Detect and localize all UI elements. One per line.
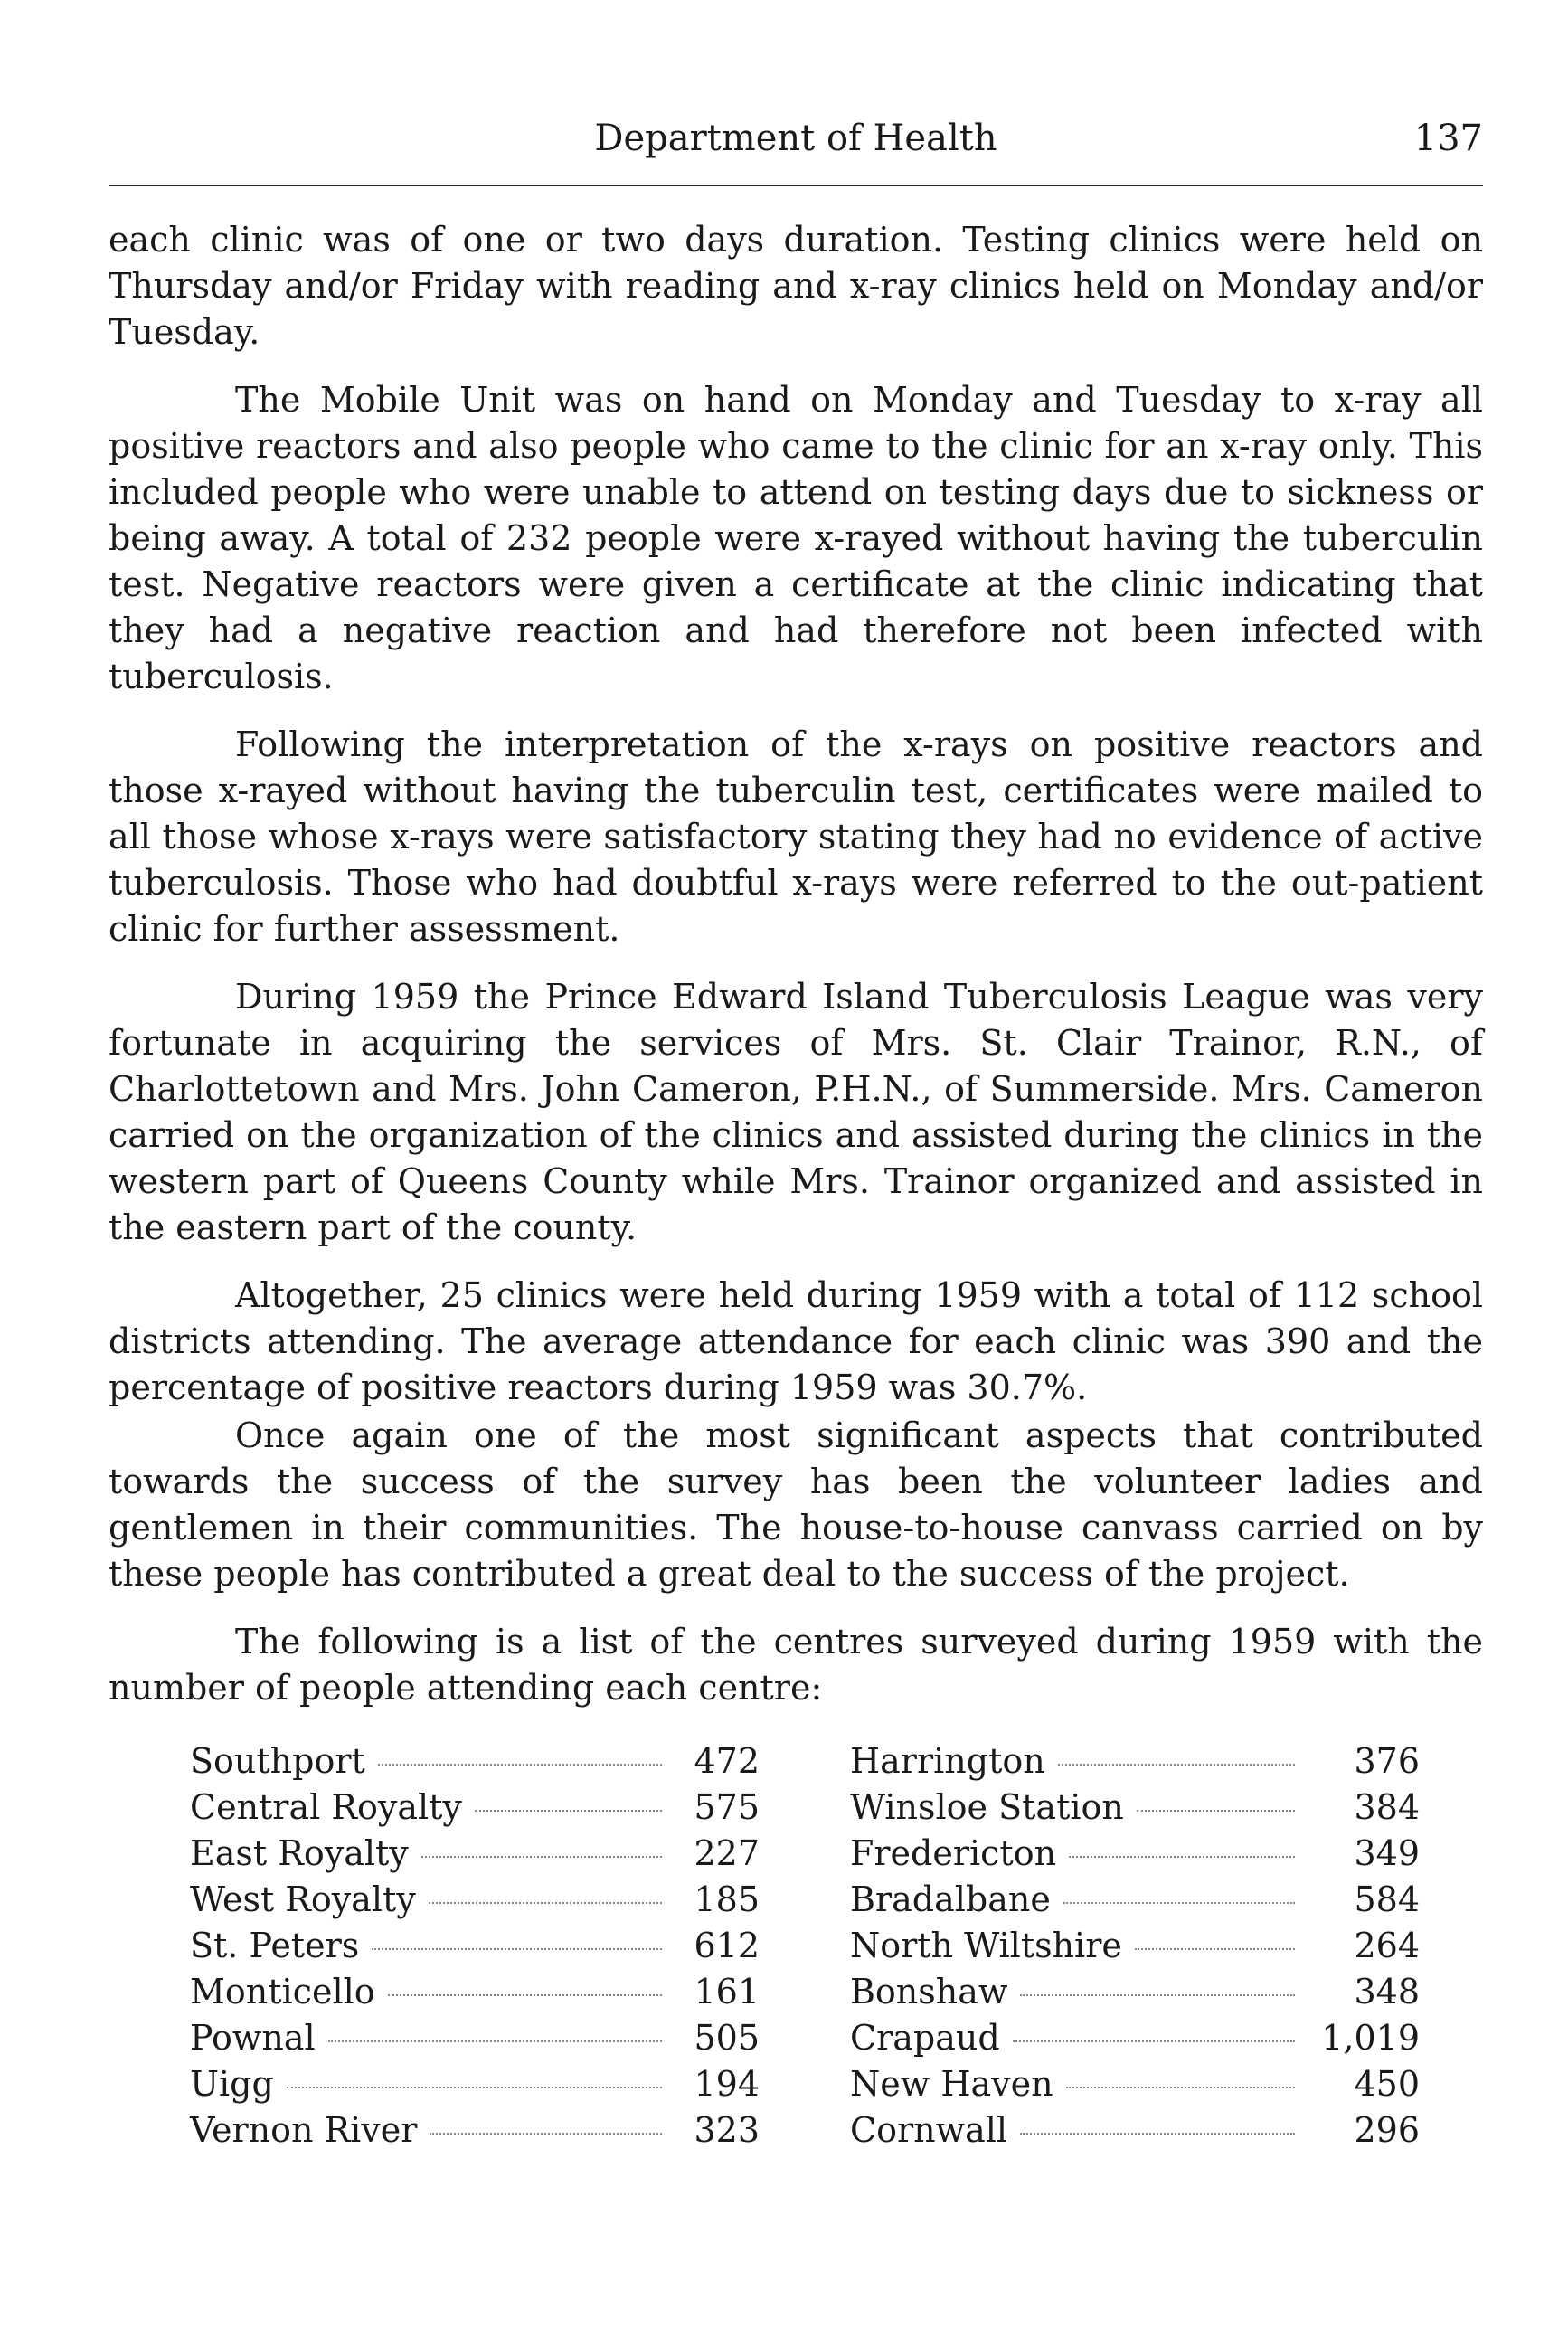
dot-leader — [388, 1994, 662, 1996]
centre-count: 323 — [694, 2110, 760, 2150]
centre-row — [850, 1785, 1420, 1831]
centre-row — [190, 1738, 760, 1785]
centre-count: 376 — [1354, 1741, 1420, 1781]
centre-row — [850, 1831, 1420, 1877]
centre-row — [850, 2061, 1420, 2107]
centre-name: Bradalbane — [850, 1879, 1051, 1919]
centre-name: New Haven — [850, 2064, 1053, 2104]
centre-name: Harrington — [850, 1741, 1045, 1781]
paragraph: each clinic was of one or two days duration. Testing clinics were held on Thursday and/or Friday with reading and x-ray clinics held on Monday and/or Tuesday. — [109, 220, 1483, 352]
centre-count: 584 — [1354, 1879, 1420, 1919]
centre-row — [850, 2015, 1420, 2061]
centre-row — [850, 1738, 1420, 1785]
body-text — [109, 217, 1483, 1711]
dot-leader — [1058, 1764, 1295, 1766]
centre-count: 1,019 — [1321, 2018, 1420, 2058]
dot-leader — [1137, 1810, 1295, 1812]
dot-leader — [430, 2133, 662, 2135]
centre-count: 264 — [1354, 1926, 1420, 1965]
centre-row — [190, 2015, 760, 2061]
centre-count: 185 — [694, 1879, 760, 1919]
centre-row — [850, 1877, 1420, 1923]
paragraph: The Mobile Unit was on hand on Monday and Tuesday to x-ray all positive reactors and also people who came to the clinic for an x-ray only. This included people who were unable to attend on testing days due to sickness or being away. A total of 232 people were x-rayed without having the tuberculin test. Negative reactors were given a certificate at the clinic indicating that they had a negative reaction and had therefore not been infected with tuberculosis. — [109, 380, 1483, 696]
dot-leader — [378, 1764, 662, 1766]
centre-name: Vernon River — [190, 2110, 418, 2150]
centre-count: 296 — [1354, 2110, 1420, 2150]
centre-row — [190, 2061, 760, 2107]
centre-name: East Royalty — [190, 1833, 409, 1873]
running-header — [109, 109, 1483, 163]
dot-leader — [1020, 1994, 1295, 1996]
centres-column-right — [850, 1738, 1420, 2154]
centre-name: Crapaud — [850, 2018, 1000, 2058]
dot-leader — [372, 1948, 662, 1950]
document-page — [109, 109, 1483, 2154]
centre-name: Central Royalty — [190, 1787, 462, 1827]
dot-leader — [287, 2087, 662, 2088]
dot-leader — [421, 1856, 662, 1858]
centre-count: 227 — [694, 1833, 760, 1873]
centre-name: Cornwall — [850, 2110, 1008, 2150]
centre-name: Fredericton — [850, 1833, 1057, 1873]
paragraph: Altogether, 25 clinics were held during 1959 with a total of 112 school districts attending. The average attendance for each clinic was 390 and the percentage of positive reactors during 1959 was 30.7%. — [109, 1275, 1483, 1407]
centre-name: Winsloe Station — [850, 1787, 1124, 1827]
centre-name: Uigg — [190, 2064, 274, 2104]
centre-row — [190, 1785, 760, 1831]
paragraph: Once again one of the most significant aspects that contributed towards the success of the survey has been the volunteer ladies and gentlemen in their communities. The house-to-house canvass carried on by these people has contributed a great deal to the success of the project. — [109, 1415, 1483, 1594]
centre-count: 450 — [1354, 2064, 1420, 2104]
centre-row — [190, 2107, 760, 2154]
centre-row — [190, 1923, 760, 1969]
page-number: 137 — [1413, 118, 1483, 159]
centre-count: 349 — [1354, 1833, 1420, 1873]
centre-name: Bonshaw — [850, 1972, 1008, 2012]
dot-leader — [1020, 2133, 1295, 2135]
dot-leader — [1066, 2087, 1295, 2088]
centre-count: 348 — [1354, 1972, 1420, 2012]
paragraph: During 1959 the Prince Edward Island Tuberculosis League was very fortunate in acquiring the services of Mrs. St. Clair Trainor, R.N., of Charlottetown and Mrs. John Cameron, P.H.N., of Summerside. Mrs. Cameron carried on the organization of the clinics and assisted during the clinics in the western part of Queens County while Mrs. Trainor organized and assisted in the eastern part of the county. — [109, 977, 1483, 1247]
centre-count: 161 — [694, 1972, 760, 2012]
dot-leader — [1135, 1948, 1295, 1950]
centre-count: 575 — [694, 1787, 760, 1827]
dot-leader — [1063, 1902, 1295, 1904]
centre-name: Monticello — [190, 1972, 375, 2012]
centre-name: Southport — [190, 1741, 365, 1781]
centres-column-left — [190, 1738, 760, 2154]
centre-name: West Royalty — [190, 1879, 416, 1919]
centre-row — [190, 1831, 760, 1877]
dot-leader — [1013, 2040, 1295, 2042]
paragraph: Following the interpretation of the x-rays on positive reactors and those x-rayed without having the tuberculin test, certificates were mailed to all those whose x-rays were satisfactory stating they had no evidence of active tuberculosis. Those who had doubtful x-rays were referred to the out-patient clinic for further assessment. — [109, 724, 1483, 949]
centre-count: 505 — [694, 2018, 760, 2058]
dot-leader — [429, 1902, 662, 1904]
centre-row — [850, 2107, 1420, 2154]
header-rule — [109, 185, 1483, 186]
centre-count: 472 — [694, 1741, 760, 1781]
centre-count: 612 — [694, 1926, 760, 1965]
running-title: Department of Health — [594, 118, 997, 159]
centre-row — [190, 1877, 760, 1923]
dot-leader — [475, 1810, 662, 1812]
dot-leader — [328, 2040, 662, 2042]
centre-name: St. Peters — [190, 1926, 360, 1965]
paragraph: The following is a list of the centres surveyed during 1959 with the number of people attending each centre: — [109, 1622, 1483, 1708]
centre-row — [850, 1923, 1420, 1969]
centre-row — [190, 1969, 760, 2015]
centre-name: North Wiltshire — [850, 1926, 1122, 1965]
dot-leader — [1069, 1856, 1295, 1858]
centre-count: 194 — [694, 2064, 760, 2104]
centre-row — [850, 1969, 1420, 2015]
centres-table — [190, 1738, 1420, 2154]
centre-name: Pownal — [190, 2018, 316, 2058]
centre-count: 384 — [1354, 1787, 1420, 1827]
